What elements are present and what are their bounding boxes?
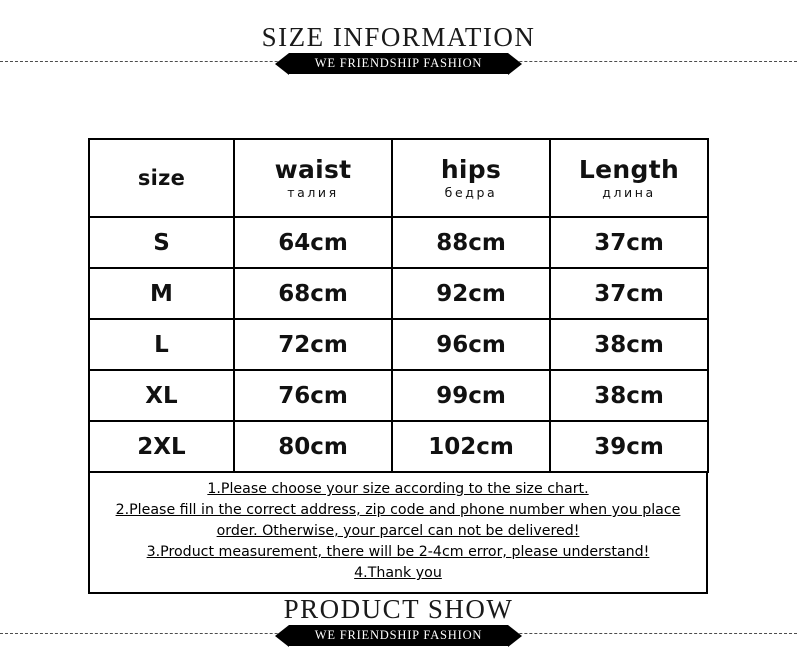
bottom-ribbon-banner: WE FRIENDSHIP FASHION <box>289 625 509 646</box>
header-hips-sublabel: бедра <box>444 185 498 200</box>
cell-waist: 64cm <box>234 217 392 268</box>
header-hips-label: hips <box>440 155 502 184</box>
table-row <box>89 268 708 319</box>
order-notes <box>88 473 708 594</box>
header-cell-waist <box>234 139 392 217</box>
header-length-label: Length <box>578 155 680 184</box>
cell-hips: 92cm <box>392 268 550 319</box>
cell-waist: 72cm <box>234 319 392 370</box>
cell-length: 38cm <box>550 370 708 421</box>
cell-size: XL <box>89 370 234 421</box>
note-line-1: 1.Please choose your size according to the size chart. <box>207 481 589 497</box>
table-header-row <box>89 139 708 217</box>
cell-hips: 102cm <box>392 421 550 472</box>
cell-size: S <box>89 217 234 268</box>
top-ribbon-wrap <box>0 52 797 74</box>
header-length-sublabel: длина <box>602 185 656 200</box>
size-table <box>88 138 709 473</box>
note-line-2a: 2.Please fill in the correct address, zip code and phone number when you place <box>115 502 681 518</box>
cell-size: 2XL <box>89 421 234 472</box>
top-header <box>0 0 797 74</box>
header-cell-size <box>89 139 234 217</box>
header-cell-length <box>550 139 708 217</box>
cell-waist: 68cm <box>234 268 392 319</box>
note-line-4: 4.Thank you <box>354 565 442 581</box>
page-title: SIZE INFORMATION <box>261 22 536 52</box>
cell-hips: 88cm <box>392 217 550 268</box>
cell-length: 37cm <box>550 268 708 319</box>
cell-hips: 99cm <box>392 370 550 421</box>
table-row <box>89 421 708 472</box>
cell-waist: 76cm <box>234 370 392 421</box>
bottom-header <box>0 594 797 646</box>
note-line-3: 3.Product measurement, there will be 2-4cm error, please understand! <box>146 544 650 560</box>
note-line-2b: order. Otherwise, your parcel can not be delivered! <box>216 523 580 539</box>
cell-length: 39cm <box>550 421 708 472</box>
cell-size: M <box>89 268 234 319</box>
header-size-label: size <box>137 166 186 190</box>
table-row <box>89 319 708 370</box>
header-waist-label: waist <box>274 155 352 184</box>
product-show-title: PRODUCT SHOW <box>283 594 514 624</box>
table-row <box>89 370 708 421</box>
table-row <box>89 217 708 268</box>
top-ribbon-banner: WE FRIENDSHIP FASHION <box>289 53 509 74</box>
cell-length: 37cm <box>550 217 708 268</box>
header-cell-hips <box>392 139 550 217</box>
cell-hips: 96cm <box>392 319 550 370</box>
header-waist-sublabel: талия <box>287 185 339 200</box>
cell-length: 38cm <box>550 319 708 370</box>
cell-size: L <box>89 319 234 370</box>
bottom-ribbon-wrap <box>0 624 797 646</box>
cell-waist: 80cm <box>234 421 392 472</box>
size-chart <box>88 138 708 594</box>
